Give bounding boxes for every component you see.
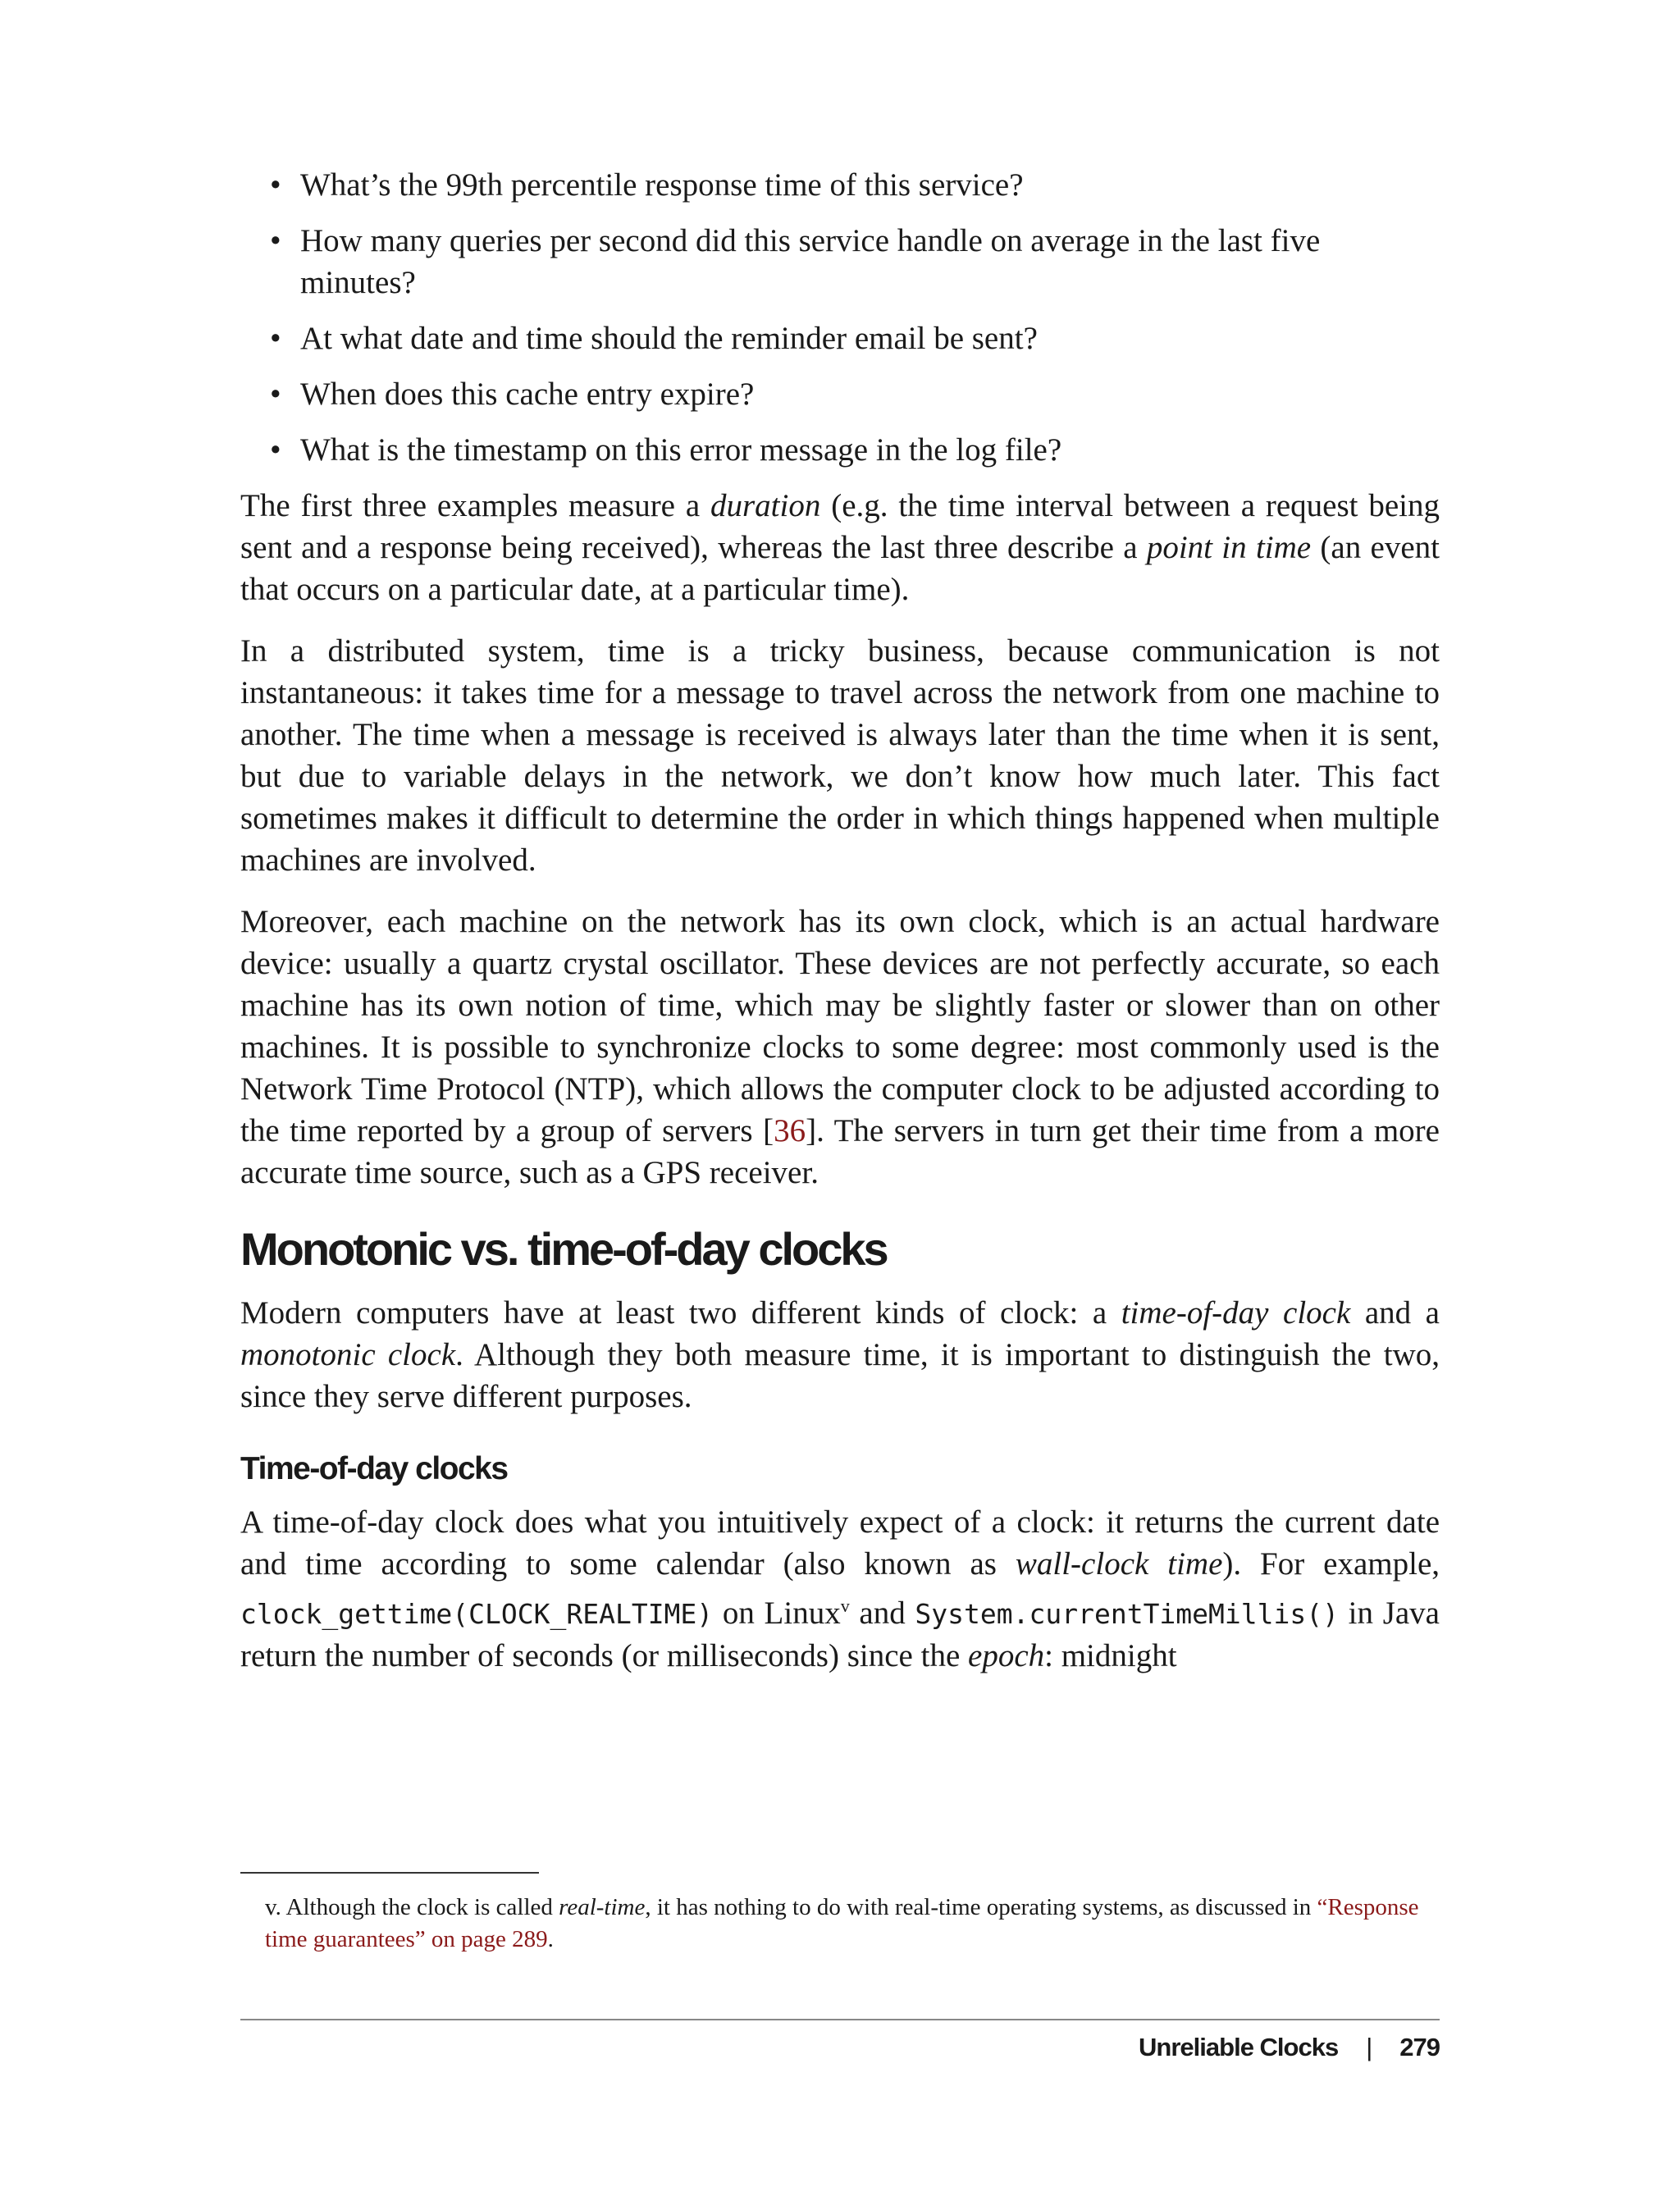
footnote: v. Although the clock is called real-time, it has nothing to do with real-time operating systems, as discussed in “Response time guarantees” on page 289. [265, 1894, 1419, 1952]
footer-divider [240, 2019, 1440, 2020]
code-clock-gettime: clock_gettime(CLOCK_REALTIME) [240, 1598, 714, 1630]
subsection-heading: Time-of-day clocks [240, 1451, 508, 1486]
bullet-icon: • [270, 167, 281, 203]
bullet-icon: • [270, 223, 281, 258]
paragraph-clock-kinds: Modern computers have at least two different kinds of clock: a time-of-day clock and a monotonic clock. Although they both measure time, it is important to distinguish the two, since they serve different purposes. [240, 1295, 1440, 1414]
list-item: • What is the timestamp on this error message in the log file? [240, 429, 1440, 471]
footnote-marker[interactable]: v [840, 1596, 850, 1616]
page-footer [1139, 2033, 1440, 2062]
code-current-time-millis: System.currentTimeMillis() [915, 1598, 1339, 1630]
running-chapter-title: Unreliable Clocks [1139, 2033, 1339, 2061]
bullet-icon: • [270, 321, 281, 356]
paragraph-distributed-time: In a distributed system, time is a tricky business, because communication is not instantaneous: it takes time for a message to travel across the network from one machine to another. The time when a message is received is always later than the time when it is sent, but due to variable delays in the network, we don’t know how much later. This fact sometimes makes it difficult to determine the order in which things happened when multiple machines are involved. [240, 633, 1440, 878]
footer-separator: | [1366, 2033, 1372, 2061]
list-item: • What’s the 99th percentile response time of this service? [240, 164, 1440, 206]
paragraph-hardware-clock: Moreover, each machine on the network has its own clock, which is an actual hardware device: usually a quartz crystal oscillator. These devices are not perfectly accurate, so each machine has its own notion of time, which may be slightly faster or slower than on other machines. It is possible to synchronize clocks to some degree: most commonly used is the Network Time Protocol (NTP), which allows the computer clock to be adjusted according to the time reported by a group of servers [36]. The servers in turn get their time from a more accurate time source, such as a GPS receiver. [240, 904, 1440, 1190]
footnote-divider [240, 1872, 539, 1874]
list-item: • When does this cache entry expire? [240, 373, 1440, 415]
bullet-icon: • [270, 377, 281, 412]
page-number: 279 [1399, 2033, 1440, 2061]
paragraph-duration: The first three examples measure a duration (e.g. the time interval between a request being sent and a response being received), whereas the last three describe a point in time (an event that occurs on a particular date, at a particular time). [240, 488, 1440, 607]
section-heading: Monotonic vs. time-of-day clocks [240, 1223, 887, 1275]
citation-link[interactable]: 36 [774, 1113, 806, 1148]
paragraph-time-of-day: A time-of-day clock does what you intuitively expect of a clock: it returns the current date and time according to some calendar (also known as wall-clock time). For example, clock_gettime(CLOCK_REALTIME) on Linux$^v$ and System.currentTimeMillis() in Java return the number of seconds (or milliseconds) since the epoch: midnight [240, 1504, 1440, 1673]
bullet-icon: • [270, 432, 281, 468]
page-content [240, 164, 1440, 1696]
list-item: • How many queries per second did this service handle on average in the last five minutes? [240, 220, 1440, 304]
question-list [240, 164, 1440, 471]
cross-reference-link[interactable]: “Response time guarantees” on page 289 [265, 1894, 1419, 1952]
list-item: • At what date and time should the reminder email be sent? [240, 317, 1440, 359]
